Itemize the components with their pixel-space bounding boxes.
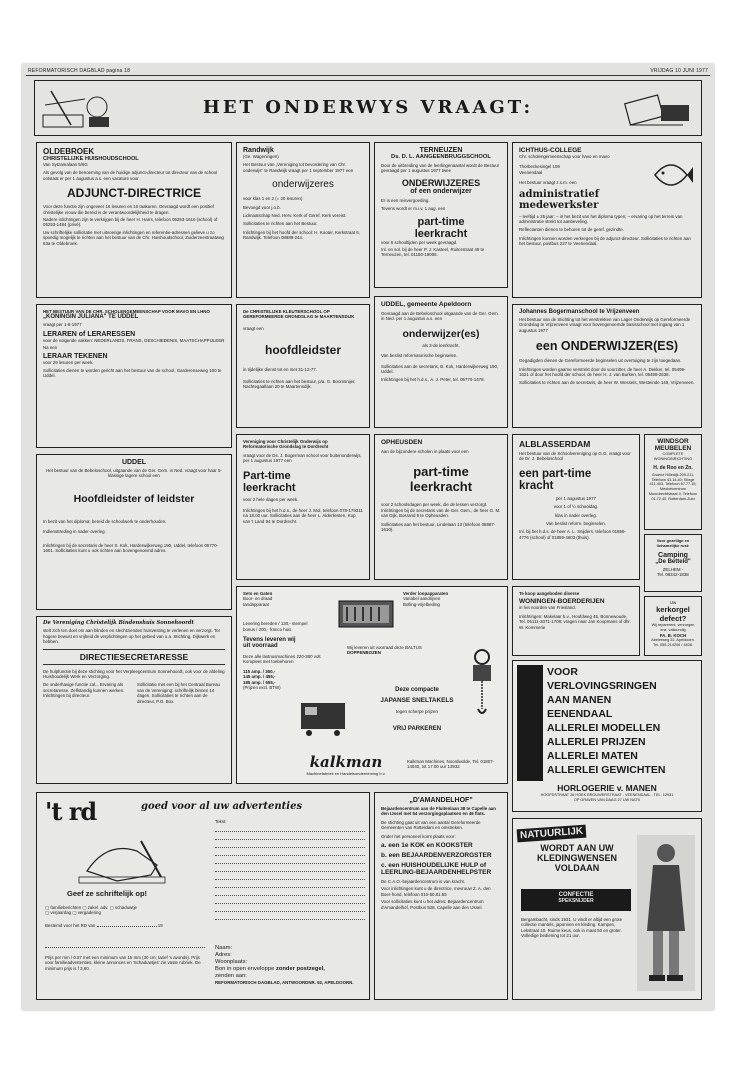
ad-terneuzen: [374, 142, 508, 288]
uddel1-title1-sub: voor de volgende vakken: NEDERLANDS, FRANS, GESCHIEDENIS, MAATSCHAPPIJLEER: [43, 337, 225, 343]
opheusden-req: voor 2 schoolsdagen per week, die de lessen verzorgt. Inlichtingen bij de secretaris van de Ger. Gem., de heer G. M. van Dijk, Bosrand 9 te Opheusden.: [381, 502, 501, 519]
kerkorgel-pre: Uw: [669, 600, 677, 605]
ichthus-apply: Reflectanten dienen te behoren tot de geref. gezindte.: [519, 227, 624, 233]
natuurlijk-shop: CONFECTIE: [558, 892, 594, 898]
apeldoorn-req: als 3-de leerkracht.: [422, 342, 460, 348]
ichthus-city: Veenendaal: [519, 169, 543, 175]
trd-opt4-checkbox[interactable]: ▢: [45, 910, 51, 916]
trd-opt3: schaduwtje: [115, 905, 137, 910]
windsor-t2: MEUBELEN: [654, 445, 692, 452]
chain-hoist-illustration: [467, 647, 497, 717]
kleuter-req: in tijdelijke dienst tot en met 31-12-77.: [243, 367, 317, 373]
banner: [34, 80, 702, 136]
apeldoorn-info2: Inlichtingen bij het h.d.s., A. J. Peter, tel. 05770-1478.: [381, 377, 485, 383]
ring-row-7: ALLERLEI GEWICHTEN: [547, 764, 666, 776]
kalkman-r2: Variabel aandrijven: [403, 596, 441, 602]
verloving-sub: OP GRAVEN VAN DAAG 27 UW NATS: [573, 798, 641, 803]
uddel1-note: Na een: [43, 345, 58, 351]
trd-opt5-checkbox[interactable]: ▢: [72, 910, 78, 916]
uddel1-org: HET BESTUUR VAN DE CHR. SCHOLENGEMEENSCHAP VOOR MAVO EN LHNO: [43, 309, 210, 314]
kalkman-r6: Deze compacte: [395, 687, 439, 693]
opheusden-body: Aan de bijzondere scholen in plaats voor een: [381, 449, 469, 454]
kerkorgel-addr: Abelerweg 22, Apeldoorn. Tel. 055-214206 / 4408.: [651, 638, 695, 647]
bindenshuis-col1: De onderhavige functie zal... Ervaring als secretaresse. Zelfstandig kunnen werken. Inlichtingen bij directeur.: [43, 682, 125, 699]
trd-text-line-9[interactable]: [215, 888, 365, 896]
kalkman-p4: (Prijzen excl. BTW): [243, 685, 281, 691]
trd-opt3-checkbox[interactable]: ▢: [109, 905, 116, 910]
trd-naam-label: Naam:: [215, 945, 233, 951]
ad-dordrecht: [236, 434, 370, 580]
kalkman-r9: VRIJ PARKEREN: [392, 726, 442, 733]
kalkman-l7: uit voorraad: [243, 643, 278, 650]
ad-apeldoorn: [374, 296, 508, 428]
camping-t1: Voor gezellige en lichamelijke rust:: [656, 538, 690, 549]
oldebroek-org: OLDEBROEK: [43, 147, 95, 156]
oldebroek-sub: CHRISTELIJKE HUISHOUDSCHOOL: [43, 156, 139, 162]
trd-title: goed voor al uw advertenties: [141, 801, 303, 812]
trd-text-line-1[interactable]: [215, 824, 365, 832]
kalkman-l8: Deze alle lastnusmachines 220-380 volt: [243, 654, 321, 660]
kleuter-sub: vraagt een: [243, 325, 264, 331]
ad-verlovingsringen: [512, 660, 702, 812]
alblasserdam-req3: klas in nader overleg.: [555, 512, 597, 518]
uddel2-req: In bezit van het diploma; bereid de schoolwerk te onderhouden.: [43, 518, 167, 524]
bogerman-title: een ONDERWIJZER(ES): [535, 339, 679, 354]
ad-windsor: [644, 434, 702, 530]
uddel1-date: vraagt per 1-8-1977: [43, 322, 82, 328]
kalkman-brand: kalkman: [309, 753, 383, 771]
amandelhof-b: b. een BEJAARDENVERZORGSTER: [381, 852, 492, 860]
kalkman-l2: Boor- en draad: [243, 596, 273, 602]
dordrecht-org: Vereniging voor Christelijk Onderwijs op Reformatorische Grondslag te Dordrecht: [243, 439, 329, 450]
trd-text-line-12[interactable]: [215, 912, 365, 920]
terneuzen-title: ONDERWIJZERES: [401, 177, 481, 188]
camping-t2: Camping: [658, 551, 688, 559]
opheusden-title2: leerkracht: [409, 479, 473, 495]
ad-kalkman: [236, 586, 508, 784]
kerkorgel-t2: defect?: [659, 614, 687, 624]
terneuzen-t2mid: Tevens wordt er m.i.v. 1 aug. een: [381, 206, 446, 212]
ring-row-4: ALLERLEI MODELLEN: [547, 722, 661, 734]
randwijk-apply: Sollicitaties te richten aan het Bestuur.: [243, 221, 318, 227]
trd-text-line-4[interactable]: [215, 848, 365, 856]
ad-amandelhof: [374, 792, 508, 1000]
boerderij-info: Inlichtingen: Makelaar b.v., Hoofdweg 45, Bonnewoude, Tel. 05111-2071-1708; vragen naar Jan Koopmans of dhr. W. Kommerie: [519, 613, 631, 630]
dordrecht-req: voor 2 hele dagen per week.: [243, 496, 299, 502]
camping-t4: ZELHEM -: [662, 566, 684, 572]
oldebroek-body: Voor deze functie zijn ongeveer 16 lesuren en 10 taakuren. Gevraagd wordt een positief christelijke vrouw die bereid is de verantwoordelijkheid te dragen.: [43, 204, 214, 215]
kalkman-r8: tegen scherpe prijzen: [396, 709, 438, 714]
ichthus-intro: Het bestuur vraagt z.s.m. een: [519, 180, 577, 186]
kalkman-l4: Levering bereden / 130,- stempel: [243, 621, 308, 627]
natuurlijk-t2: WORDT AAN UW: [540, 843, 614, 853]
amandelhof-c: c. een HUISHOUDELIJKE HULP of LEERLING-BEJAARDENHELPSTER: [381, 862, 492, 877]
oldebroek-addr: Van Sytzamalaan 5/6G: [43, 162, 88, 167]
terneuzen-title3: part-time: [417, 215, 465, 228]
kalkman-l1: Sets en Gaten: [243, 591, 273, 596]
trd-opt4: verjaardag: [50, 910, 72, 916]
kalkman-p1: 115 amp. / 360,-: [243, 668, 276, 674]
apeldoorn-body: Gevraagd aan de Bebeloschool uitgaande van de Ger. Gem. in Ned. per 1 augustus a.s. een: [381, 311, 499, 322]
school-illustration-right: [621, 85, 695, 131]
trd-text-line-10[interactable]: [215, 896, 365, 904]
bogerman-info: Inlichtingen worden gaarne verstrekt door de voorzitter, de heer A. Dekker, tel. 05499-1621 of door het hoofd der school, de heer H. J. van Burken, tel. 05499-2638.: [519, 366, 686, 378]
trd-opt1: familieberichten: [50, 905, 82, 910]
ad-trd-coupon: [36, 792, 370, 1000]
ad-bogerman: [512, 304, 702, 428]
uddel2-note: Indiensttreding in nader overleg.: [43, 529, 106, 535]
ad-boerderijen: [512, 586, 640, 656]
trd-text-line-5[interactable]: [215, 856, 365, 864]
terneuzen-t2pre: Er is een reisvergoeding.: [381, 197, 430, 203]
trd-send2: zonder postzegel,: [275, 966, 325, 972]
bogerman-apply: Sollicitaties te richten aan de secretaris, de heer W. Wessels, Westeinde 149, Vrijzenveen.: [519, 380, 695, 386]
kerkorgel-body: Wij reparerent, verzorgen enz. vakkundig: [651, 623, 695, 632]
alblasserdam-title2: kracht: [519, 479, 554, 492]
kalkman-p3: 185 amp. / 655,-: [243, 679, 276, 685]
trd-send4: REFORMATORISCH DAGBLAD, ANTWOORDNR. 92, APELDOORN.: [215, 980, 354, 985]
alblasserdam-req2: voor 1 of ½ schooldag.: [553, 504, 599, 510]
trd-text-line-7[interactable]: [215, 872, 365, 880]
ring-row-3: EENENDAAL: [547, 708, 613, 720]
opheusden-info: Sollicitaties aan het bestuur, Lindelaan 13 (telefoon 08887-1610).: [381, 521, 496, 533]
trd-opt5: vergadering: [77, 910, 101, 916]
ad-opheusden: [374, 434, 508, 580]
bogerman-req: Gegadigden dienen de Gereformeerde beginselen uit overtuiging te zijn toegedaan.: [519, 358, 682, 364]
kalkman-l9: Kompleet met toebehoren: [243, 659, 294, 665]
terneuzen-sub: Ds. D. L. AANGEENBRUGGSCHOOL: [391, 154, 491, 160]
woman-fashion-photo: [637, 835, 695, 991]
kalkman-l5: bonus / 200,- franco huis: [243, 626, 292, 632]
trd-send3: zenden aan:: [215, 973, 247, 979]
bindenshuis-col2: Sollicitatie met een bij het Centraal Bureau van de Vereniging: schriftelijk binnen 14 dagen. Sollicitaties te richten aan de directeur, P.O. Box.: [137, 682, 220, 704]
bindenshuis-title: DIRECTIESECRETARESSE: [43, 649, 225, 665]
windsor-body: Groene Hilledijk 209-211, Telefoon 43.14.40; Slinge 411-403, Telefoon 67.77.15; Meubelcentrum Moordrechtstraat 4, Telefoon 01.72.40, Rotterdam-Zuid: [648, 472, 698, 501]
uddel1-title2-sub: voor 29 lesuren per week.: [43, 359, 94, 365]
oldebroek-title: ADJUNCT-DIRECTRICE: [66, 186, 201, 201]
welder-illustration: [297, 697, 357, 737]
trd-dest-field[interactable]: [97, 926, 157, 927]
amandelhof-sub: Onder het personeel komt plaats voor:: [381, 833, 456, 839]
apeldoorn-org: UDDEL, gemeente Apeldoorn: [381, 301, 472, 308]
ad-natuurlijk: [512, 818, 702, 1000]
natuurlijk-shop2: SPEKSNIJDER: [558, 898, 594, 904]
alblasserdam-apply: Van beslist reform. beginselen.: [546, 521, 606, 527]
ring-row-1: VERLOVINGSRINGEN: [547, 680, 657, 692]
trd-adres-label: Adres:: [215, 952, 232, 958]
uddel1-info: Sollicitaties dienen te worden gericht aan het bestuur van de school, Garderenseweg 100 te Uddel.: [43, 368, 222, 379]
trd-woonplaats-label: Woonplaats:: [215, 959, 248, 965]
opheusden-org: OPHEUSDEN: [381, 439, 423, 446]
natuurlijk-body: Bergambacht, sinds 1931. U vindt er altijd een grote collectie mantels, japonnen en kleding. Kampen, Lekstraat 10. Ruime keus, ook in maat 50 en groter. Volledige bediening tot 21 uur.: [521, 917, 623, 939]
uddel2-body: Het bestuur van de Bebeloschool, uitgaande van de Ger. Gem. in Ned. vraagt voor haar 5-klassige lagere school een: [46, 468, 222, 479]
trd-caption: Geef ze schriftelijk op!: [67, 889, 148, 898]
ichthus-addr: Thorbeckesingel 109: [519, 164, 560, 170]
bindenshuis-org: De Vereniging Christelijk Bindenshuis Sonnehoordt: [43, 620, 194, 626]
ichthus-title2: medewerkster: [519, 199, 599, 211]
amandelhof-body2: De stichting gaat uit van een aantal Gereformeerde Gemeenten van Rotterdam en omstreken.: [381, 819, 481, 831]
camping-t3: „De Betteld": [655, 558, 691, 565]
kalkman-p2: 145 amp. / 455,-: [243, 674, 276, 680]
oldebroek-intro: Als gevolg van de benoeming van de huidige adjunct-directeur tot directeur van de school ontstaat er per 1 augustus a.s. een vacature voor: [43, 170, 218, 181]
amandelhof-a: a. een 1e KOK en KOOKSTER: [381, 842, 473, 850]
alblasserdam-org: ALBLASSERDAM: [519, 439, 591, 449]
banner-title: HET ONDERWYS VRAAGT:: [202, 97, 534, 118]
writing-hand-illustration: [77, 831, 167, 885]
windsor-t1: WINDSOR: [657, 438, 689, 445]
verloving-shop: HORLOGERIE v. MANEN: [557, 783, 657, 793]
ichthus-title1: administratief: [519, 188, 599, 200]
alblasserdam-title1: een part-time: [519, 467, 592, 480]
terneuzen-body: Door de uitbreiding van de leerlingenaantal wordt de Bestuur gevraagd per 1 augustus 1977 twee: [381, 163, 500, 174]
amandelhof-body: Bejaardencentrum aan de Fluitenlaan 38 te Capelle aan den IJssel met 54 verzorgingsplaatsen en 46 flats.: [381, 806, 496, 817]
header-rule: [26, 75, 710, 76]
apeldoorn-title: onderwijzer(es): [402, 327, 480, 340]
randwijk-sub: (Ge. Wageningen): [243, 154, 279, 159]
trd-dest-year: 19: [157, 923, 163, 928]
trd-text-line-11[interactable]: [215, 904, 365, 912]
boerderij-t1: WONINGEN-BOERDERIJEN: [519, 598, 605, 606]
apeldoorn-apply: Van beslist reformatorische beginselen.: [381, 353, 458, 359]
amandelhof-info: De C.A.O.-bejaardencentrum is van kracht.: [381, 879, 465, 885]
opheusden-title1: part-time: [413, 464, 469, 480]
apeldoorn-info: Sollicitaties aan de secretaris, B. Kok, Harderwijkerweg 190, Uddel.: [381, 363, 499, 375]
randwijk-org: Randwijk: [243, 147, 274, 154]
terneuzen-title4: leerkracht: [414, 227, 468, 240]
bogerman-body: Het bestuur van de Stichting tot het verstrekken van Lager Onderwijs op Gereformeerde Grondslag te Vrijzenveen vraagt voor bovengenoemde basisschool met ingang van 1 augustus 1977: [519, 317, 691, 333]
boerderij-title: Te koop aangeboden diverse: [519, 591, 580, 596]
kalkman-l6: Tevens leveren wij: [243, 637, 296, 644]
ad-blindenshuis: [36, 616, 232, 784]
alblasserdam-body: Het bestuur van de Schoolvereniging op G.G. vraagt voor de Dr. J. Bebeloschool: [519, 451, 631, 462]
ad-camping: [644, 534, 702, 592]
kalkman-l3: tandapparaat: [243, 601, 269, 607]
randwijk-title: onderwijzeres: [272, 179, 334, 191]
bindenshuis-body2: De hulpfunctie bij deze stichting voor het Verpleegcentrum Sonnehoordt, ook voor de afdeling Huishoudelijk Werk en Verzorging.: [43, 668, 225, 680]
kalkman-r4: Wij leveren uit voorraad deze BALTUS: [347, 645, 422, 650]
kleuter-info: Sollicitaties te richten aan het bestuur, p/a. G. Boomsnijer, Nachtegaallaan 20 te Maartensdijk.: [243, 378, 356, 390]
oldebroek-apply: Uw schriftelijke sollicitatie met uitvoerige inlichtingen en referentie-adressen gelieve u zo spoedig mogelijk te richten aan het bestuur van de Chr. Huishoudschool, Zuiderzeestraatweg 63a te Oldebroek.: [43, 229, 224, 246]
bogerman-org: Johannes Bogermanschool te Vrijzenveen: [519, 309, 640, 315]
kalkman-r5: DOPPENBOZEN: [347, 650, 381, 656]
oldebroek-info: Nadere inlichtingen zijn te verkrijgen bij de heer H. Harrs, telefoon 05253-1616 (school) of 05253-1484 (privé).: [43, 217, 218, 228]
ring-row-6: ALLERLEI MATEN: [547, 750, 638, 762]
natuurlijk-t1: NATUURLIJK: [517, 825, 587, 843]
trd-opt1-checkbox[interactable]: ▢: [45, 905, 51, 910]
kerkorgel-t1: kerkorgel: [656, 605, 690, 615]
kalkman-r7: JAPANSE SNELTAKELS: [380, 697, 454, 704]
verloving-addr: HOOFDSTRAAT 26 HOEK BROUWERSTRAAT - VEENENDAAL - TEL. 12931: [540, 793, 674, 797]
amandelhof-org: „D'AMANDELHOF": [409, 797, 473, 804]
trd-text-line-6[interactable]: [215, 864, 365, 872]
natuurlijk-t4: VOLDAAN: [554, 863, 600, 873]
ad-uddel-mavo: [36, 304, 232, 448]
dordrecht-title2: leerkracht: [243, 481, 296, 494]
ad-kerkorgel: [644, 596, 702, 656]
dordrecht-info: Inlichtingen bij het h.d.s., de heer J. Mol, telefoon 078-179311 na 18.00 uur. Sollicitaties aan de heer L. Alderliesten, Kop van 't Land 94 te Dordrecht.: [243, 508, 363, 524]
ichthus-org: ICHTHUS-COLLEGE: [519, 147, 582, 154]
trd-send: Bon in open enveloppe: [215, 966, 275, 972]
bindenshuis-body: stelt zich ten doel om aan blinden en slechtzienden huisvesting te verlenen en verzorgt. Ter hogere bewust en vrijheid de verplichtingen op het gebied van o.a. Stichting, Dijkwerk en hebben.: [43, 628, 221, 645]
uddel1-title1: LERAREN of LERARESSEN: [43, 330, 136, 338]
ad-oldebroek: [36, 142, 232, 298]
uddel2-org: UDDEL: [121, 459, 147, 466]
newspaper-page: [22, 64, 714, 1010]
kalkman-r1: Verder loopapparaten: [403, 591, 449, 596]
trd-text-line-2[interactable]: [215, 832, 365, 840]
alblasserdam-info: Inl. bij het h.d.s. de heer A. L. Snijders, telefoon 01859-4776 (school) of 01859-4603 (thuis).: [519, 529, 626, 540]
randwijk-body: Het Bestuur van „Vereniging tot bevordering van Chr. onderwijs" te Randwijk vraagt per 1 september 1977 een: [243, 162, 354, 173]
randwijk-req: voor klas 1 en 2 (= 20 lesuren): [243, 196, 303, 202]
trd-price: Prijs per mm / 0.57 met een minimum van 15 mm (30 cm; tarief 's avonds). Prijs voor familieadvertenties, kleine annonces en 'Schaduwtjes' zie vaste rubriek. De minimum prijs is f 3,60.: [45, 955, 201, 971]
uddel2-title: Hoofdleidster of leidster: [73, 492, 195, 505]
kleuter-title: hoofdleidster: [264, 343, 341, 358]
terneuzen-t4sub: voor 6 schooltijden per week gevraagd.: [381, 239, 458, 245]
natuurlijk-t3: KLEDINGWENSEN: [536, 853, 617, 863]
trd-text-line-8[interactable]: [215, 880, 365, 888]
ichthus-info: Inlichtingen kunnen worden verkregen bij de adjunct-directeur. Sollicitaties te richten aan het bestuur, postbus 227 te Veenendaal.: [519, 235, 691, 247]
windsor-t4: H. de Roo en Zn.: [653, 464, 693, 471]
randwijk-info1: Bevoegd voor j.o.b.: [243, 204, 281, 210]
kleuter-org: De CHRISTELIJKE KLEUTERSCHOOL OP GEREFORMEERDE GRONDSLAG te MAARTENSDIJK: [243, 309, 355, 320]
uddel1-name: „KONINGIN JULIANA" TE UDDEL: [43, 314, 139, 321]
ring-row-0: VOOR: [547, 666, 578, 678]
trd-opt2-checkbox[interactable]: ▢: [82, 905, 88, 910]
terneuzen-title2: of een onderwijzer: [410, 187, 472, 195]
ring-row-2: AAN MANEN: [547, 694, 612, 706]
kalkman-r3: Bolling-vrijelbeding: [403, 601, 440, 607]
boerderij-t2: in het noorden van Friesland.: [519, 605, 576, 611]
ad-alblasserdam: [512, 434, 640, 580]
dordrecht-title1: Part-time: [243, 469, 291, 482]
uddel1-title2: LERAAR TEKENEN: [43, 352, 108, 360]
camping-t5: Tel. 08342-1838: [657, 572, 689, 578]
windsor-t3: COMPLETE WONINGINRICHTING: [653, 452, 693, 462]
ad-kleuterschool: [236, 304, 370, 428]
trd-opt2: zakel. adv.: [87, 905, 109, 910]
fish-emblem-icon: [651, 151, 693, 199]
dordrecht-body: vraagt voor de Ds. J. Bogerman school voor buitenonderwijs, per 1 augustus 1977 een: [243, 452, 362, 464]
page-header-right: VRIJDAG 10 JUNI 1977: [650, 68, 708, 74]
kalkman-brand-sub: Machinefabriek en Handelsonderneming b.v.: [306, 771, 386, 776]
amandelhof-info3: Voor sollicitaties kunt u het adres: Bejaardencentrum d'Amandelhof, Postbus 528, Capelle aan den IJssel.: [381, 899, 484, 910]
ichthus-sub: Chr. scholengemeenschap voor havo en mavo: [519, 154, 610, 159]
alblasserdam-req1: per 1 augustus 1977: [555, 495, 597, 501]
trd-extra-line[interactable]: [45, 939, 205, 948]
uddel2-info: Inlichtingen bij de secretaris de heer S. Kok, Harderwijkerweg 190, Uddel, telefoon 05770-1601. Sollicitaties kunt u ook richten aan bovengenoemd adres.: [43, 542, 218, 554]
ad-randwijk: [236, 142, 370, 298]
randwijk-apply2: Inlichtingen bij het hoofd der school: H. Kooter, Kerkstraat 6, Randwijk. Telefoon 08889-244.: [243, 229, 360, 241]
terneuzen-info: Inl. en sol. bij de heer P. J. Kasteel, Ruiterstraat 48 te Terneuzen, tel. 01150-19006.: [381, 247, 485, 258]
kerkorgel-name: FA. B. KOCH: [659, 632, 687, 638]
trd-tekst-label: Tekst:: [215, 819, 227, 824]
trd-dest-label: Bestemd voor het RD van: [45, 923, 96, 928]
ring-row-5: ALLERLEI PRIJZEN: [547, 736, 646, 748]
kalkman-addr: Kalkman Machines, Noordwolde, Tel. 01807-14040, tot 17.00 uur 13932: [407, 759, 495, 770]
page-header-left: REFORMATORISCH DAGBLAD pagina 18: [28, 68, 131, 74]
amandelhof-info2: Voor inlichtingen kunt u de directrice, mevrouw Z. A. den Boer-hond, telefoon 010-50.81.55: [381, 886, 491, 897]
letter-v-block: [517, 665, 543, 781]
ad-uddel-hoofdleidster: [36, 454, 232, 610]
ichthus-req: – leeftijd ± 25 jaar; – in het bezit van het diploma typen; – ervaring op het terrein van administratie strekt tot aanbeveling.: [519, 213, 683, 225]
ad-ichthus: [512, 142, 702, 298]
randwijk-info2: Lidmaatschap Ned. Herv. Kerk of Geref. Kerk vereist.: [243, 213, 347, 219]
trd-logo: 't rd: [45, 797, 97, 826]
terneuzen-org: TERNEUZEN: [419, 147, 463, 154]
drill-set-illustration: [337, 595, 397, 635]
trd-text-line-3[interactable]: [215, 840, 365, 848]
